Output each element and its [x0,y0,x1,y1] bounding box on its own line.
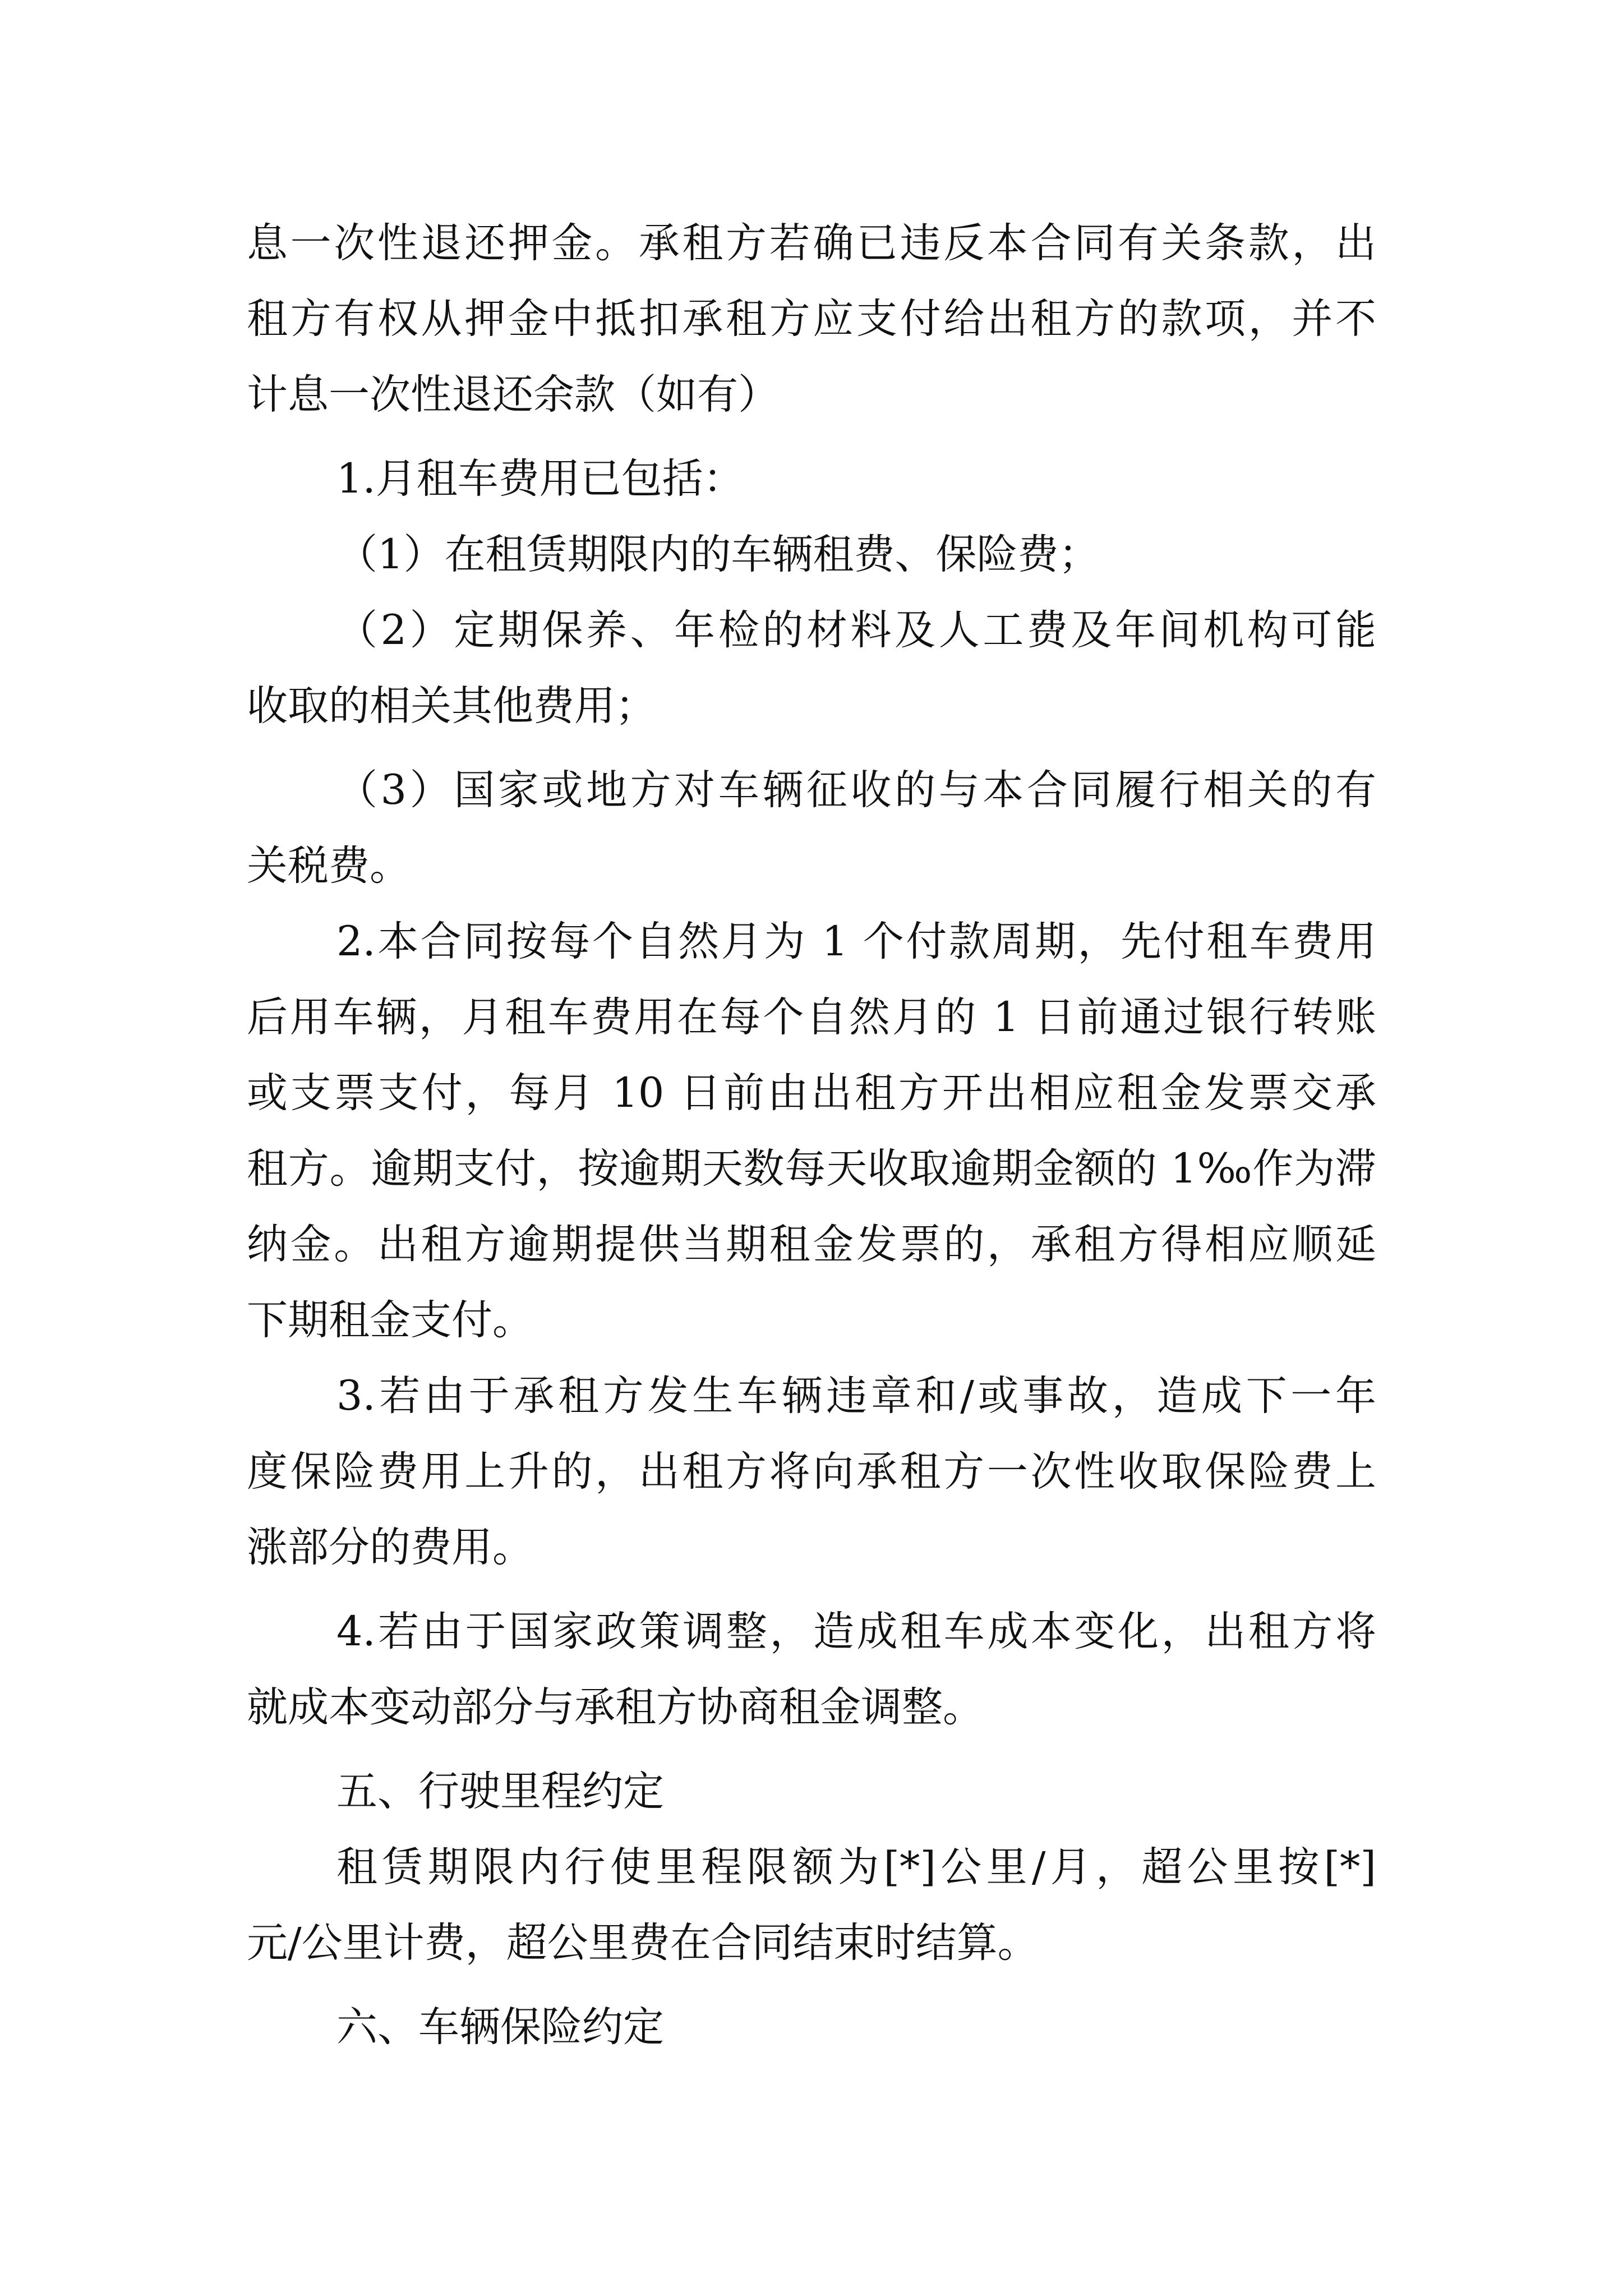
text-line-17: 度保险费用上升的，出租方将向承租方一次性收取保险费上 [247,1448,1376,1496]
text-line-20: 就成本变动部分与承租方协商租金调整。 [247,1683,984,1731]
text-line-9: 关税费。 [247,842,411,890]
text-line-11: 后用车辆，月租车费用在每个自然月的 1 日前通过银行转账 [247,993,1376,1041]
text-line-15: 下期租金支付。 [247,1296,533,1344]
text-line-8: （3）国家或地方对车辆征收的与本合同履行相关的有 [336,766,1376,814]
text-line-3: 计息一次性退还余款（如有） [247,371,779,418]
text-line-18: 涨部分的费用。 [247,1524,533,1571]
text-line-6: （2）定期保养、年检的材料及人工费及年间机构可能 [336,606,1376,654]
text-line-1: 息一次性退还押金。承租方若确已违反本合同有关条款，出 [247,219,1376,267]
section-heading-6: 六、车辆保险约定 [336,2003,664,2051]
text-line-2: 租方有权从押金中抵扣承租方应支付给出租方的款项，并不 [247,295,1376,343]
text-line-7: 收取的相关其他费用； [247,682,656,730]
text-line-10: 2.本合同按每个自然月为 1 个付款周期，先付租车费用 [336,918,1376,965]
text-line-5: （1）在租赁期限内的车辆租费、保险费； [336,531,1100,578]
text-line-14: 纳金。出租方逾期提供当期租金发票的，承租方得相应顺延 [247,1221,1376,1268]
text-line-23: 元/公里计费，超公里费在合同结束时结算。 [247,1919,1039,1967]
text-line-22: 租赁期限内行使里程限额为[*]公里/月，超公里按[*] [336,1843,1376,1891]
section-heading-5: 五、行驶里程约定 [336,1768,664,1815]
text-line-12: 或支票支付，每月 10 日前由出租方开出相应租金发票交承 [247,1069,1376,1117]
text-line-13: 租方。逾期支付，按逾期天数每天收取逾期金额的 1‰作为滞 [247,1145,1376,1193]
text-line-19: 4.若由于国家政策调整，造成租车成本变化，出租方将 [336,1608,1376,1655]
text-line-4: 1.月租车费用已包括： [336,455,744,503]
text-line-16: 3.若由于承租方发生车辆违章和/或事故，造成下一年 [336,1372,1376,1420]
